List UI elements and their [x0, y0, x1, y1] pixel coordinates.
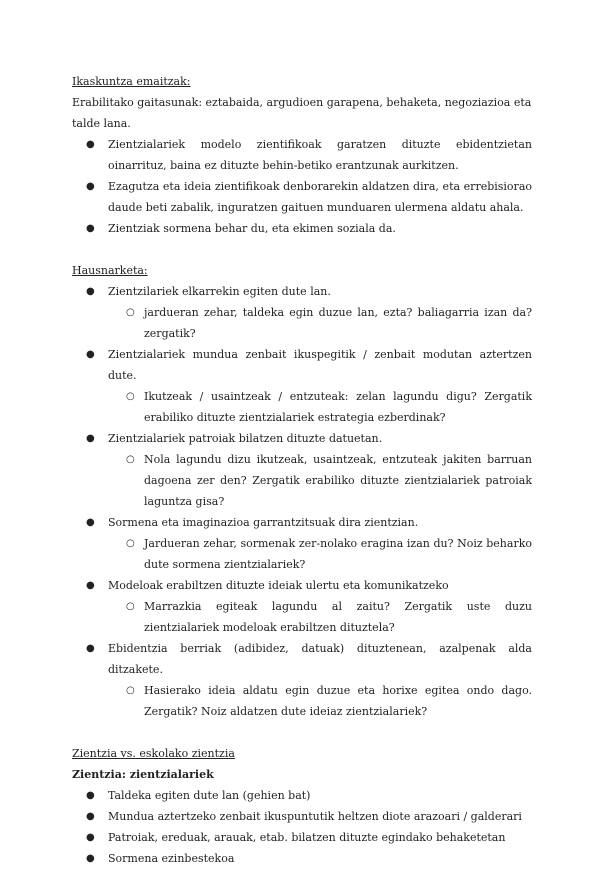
- learning-results-list: [72, 134, 532, 239]
- sub-list-item: ○ Marrazkia egiteak lagundu al zaitu? Zergatik uste duzu zientzialariek modeloak erabiltzen dituztela?: [72, 596, 532, 638]
- comparison-subheading: Zientzia: zientzialariek: [72, 768, 214, 781]
- list-item: ● Zientziak sormena behar du, eta ekimen soziala da.: [72, 218, 532, 239]
- learning-results-heading: Ikaskuntza emaitzak:: [72, 75, 191, 88]
- list-item: ● Zientzialariek mundua zenbait ikuspegitik / zenbait modutan aztertzen dute.: [72, 344, 532, 386]
- list-item: ● Zientzialariek patroiak bilatzen dituzte datuetan.: [72, 428, 532, 449]
- list-item: ● Sormena eta imaginazioa garrantzitsuak dira zientzian.: [72, 512, 532, 533]
- list-item: ● Sormena ezinbestekoa: [72, 848, 532, 869]
- list-item: ● Taldeka egiten dute lan (gehien bat): [72, 785, 532, 806]
- sub-list-item: ○ Ikutzeak / usaintzeak / entzuteak: zelan lagundu digu? Zergatik erabiliko dituzte zientzialariek estrategia ezberdinak?: [72, 386, 532, 428]
- list-item: ● Modeloak erabiltzen dituzte ideiak ulertu eta komunikatzeko: [72, 575, 532, 596]
- list-item: ● Mundua aztertzeko zenbait ikuspuntutik heltzen diote arazoari / galderari: [72, 806, 532, 827]
- sub-list-item: ○ Hasierako ideia aldatu egin duzue eta horixe egitea ondo dago. Zergatik? Noiz aldatzen dute ideiaz zientzialariek?: [72, 680, 532, 722]
- learning-results-intro: Erabilitako gaitasunak: eztabaida, argudioen garapena, behaketa, negoziazioa eta talde lana.: [72, 96, 532, 130]
- sub-list-item: ○ Jardueran zehar, sormenak zer-nolako eragina izan du? Noiz beharko dute sormena zientzialariek?: [72, 533, 532, 575]
- document-page: [72, 71, 532, 869]
- list-item: ● Ebidentzia berriak (adibidez, datuak) dituztenean, azalpenak alda ditzakete.: [72, 638, 532, 680]
- reflection-heading: Hausnarketa:: [72, 264, 148, 277]
- list-item: ● Ezagutza eta ideia zientifikoak denborarekin aldatzen dira, eta errebisiorao daude beti zabalik, inguratzen gaituen munduaren ulermena aldatu ahala.: [72, 176, 532, 218]
- list-item: ● Zientzilariek elkarrekin egiten dute lan.: [72, 281, 532, 302]
- comparison-list: [72, 785, 532, 869]
- sub-list-item: ○ jardueran zehar, taldeka egin duzue lan, ezta? baliagarria izan da? zergatik?: [72, 302, 532, 344]
- comparison-heading: Zientzia vs. eskolako zientzia: [72, 747, 235, 760]
- reflection-list: [72, 281, 532, 722]
- sub-list-item: ○ Nola lagundu dizu ikutzeak, usaintzeak, entzuteak jakiten barruan dagoena zer den? Zergatik erabiliko dituzte zientzialariek patroiak laguntza gisa?: [72, 449, 532, 512]
- list-item: ● Zientzialariek modelo zientifikoak garatzen dituzte ebidentzietan oinarrituz, baina ez dituzte behin-betiko erantzunak aurkitzen.: [72, 134, 532, 176]
- list-item: ● Patroiak, ereduak, arauak, etab. bilatzen dituzte egindako behaketetan: [72, 827, 532, 848]
